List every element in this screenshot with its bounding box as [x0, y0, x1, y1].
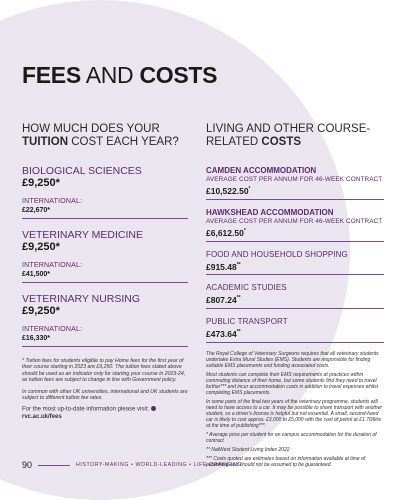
international-label: INTERNATIONAL: [22, 262, 83, 269]
course-name: BIOLOGICAL SCIENCES [22, 165, 142, 177]
divider [22, 282, 188, 283]
visit-info: For the most up-to-date information please visit: rvc.ac.uk/fees [22, 406, 188, 422]
course-name: VETERINARY NURSING [22, 293, 141, 305]
cost-name: ACADEMIC STUDIES [206, 283, 287, 293]
course-biological-sciences [22, 166, 188, 219]
accommodation-cost: £10,522.50* [206, 185, 251, 196]
car-note: In some parts of the final two years of the veterinary programme, students will need to have access to a car. It may be possible to share transport with another student, so a driver's license is helpful but not essential. A small, second-hand car is likely to cost approx. £3,000 to £5,000 with the cost of petrol at £1.70/litre at the time of publishing***. [206, 399, 383, 430]
title-costs: COSTS [139, 62, 218, 88]
footnote-natwest: ** NatWest Student Living Index 2022 [206, 447, 290, 454]
accommodation-label: AVERAGE COST PER ANNUM FOR 46-WEEK CONTRACT [206, 176, 383, 183]
accommodation-name: CAMDEN ACCOMMODATION [206, 166, 317, 175]
tuition-note: In common with other UK universities, international and UK students are subject to different tuition fee rates. [22, 388, 188, 402]
travel-note: Most students can complete their EMS requirements at practices within commuting distance of their home, but some students find they need to travel further*** and incur accommodation costs in addition to travel expenses whilst completing EMS placements. [206, 372, 379, 397]
cost-name: PUBLIC TRANSPORT [206, 317, 288, 327]
footnote-estimates: *** Costs quoted are estimates based on information available at time of publishing and should not be assumed to be guaranteed. [206, 456, 366, 469]
course-veterinary-nursing [22, 294, 188, 347]
cost-academic-studies [206, 283, 384, 309]
living-costs-column [206, 123, 384, 471]
cost-name: FOOD AND HOUSEHOLD SHOPPING [206, 249, 348, 259]
divider [206, 241, 384, 242]
cost-value: £807.24** [206, 295, 241, 306]
cost-value: £473.64** [206, 329, 241, 340]
page-title [22, 62, 217, 89]
cost-public-transport [206, 317, 384, 343]
divider [206, 274, 384, 275]
divider [206, 308, 384, 309]
tuition-column [22, 123, 188, 422]
title-and: AND [85, 62, 134, 88]
fees-link[interactable]: rvc.ac.uk/fees [22, 414, 62, 421]
international-fee: £41,500* [22, 271, 51, 278]
tuition-heading: HOW MUCH DOES YOUR TUITION COST EACH YEAR? [22, 123, 179, 148]
international-label: INTERNATIONAL: [22, 326, 83, 333]
accommodation-label: AVERAGE COST PER ANNUM FOR 46-WEEK CONTRACT [206, 217, 383, 225]
accommodation-camden [206, 166, 384, 200]
accommodation-hawkshead [206, 208, 384, 242]
course-name: VETERINARY MEDICINE [22, 229, 143, 241]
international-fee: £16,330* [22, 335, 51, 342]
title-fees: FEES [22, 62, 81, 88]
accommodation-cost: £6,612.50* [206, 227, 246, 238]
accommodation-name: HAWKSHEAD ACCOMMODATION [206, 207, 334, 217]
divider [206, 342, 384, 343]
divider [206, 199, 384, 200]
course-fee: £9,250* [22, 241, 60, 253]
divider [22, 218, 188, 219]
globe-icon [151, 406, 156, 411]
footer [22, 460, 242, 470]
ems-note: The Royal College of Veterinary Surgeons requires that all veterinary students undertake Extra Mural Studies (EMS). Students are responsible for finding suitable EMS placements and funding associated costs. [206, 351, 379, 370]
divider [22, 346, 188, 347]
course-fee: £9,250* [22, 305, 60, 317]
page-number: 90 [22, 460, 33, 470]
international-fee: £22,670* [22, 207, 51, 214]
international-label: INTERNATIONAL: [22, 198, 83, 205]
cost-value: £915.48** [206, 261, 241, 272]
living-costs-heading: LIVING AND OTHER COURSE-RELATED COSTS [206, 123, 371, 148]
tuition-footnote: * Tuition fees for students eligible to pay Home fees for the first year of their course starting in 2023 are £9,250. The tuition fees stated above should be used as an indicator only for starting your course in 2023-24, as tuition fees are subject to change in line with Government policy. [22, 358, 186, 384]
footnote-accommodation: * Average price per student for on campus accommodation for the duration of contract [206, 432, 377, 445]
cost-food [206, 250, 384, 276]
footer-tagline: HISTORY-MAKING • WORLD-LEADING • LIFE-CHANGING [76, 462, 243, 468]
footer-divider [38, 465, 70, 466]
course-veterinary-medicine [22, 230, 188, 283]
course-fee: £9,250* [22, 177, 60, 189]
